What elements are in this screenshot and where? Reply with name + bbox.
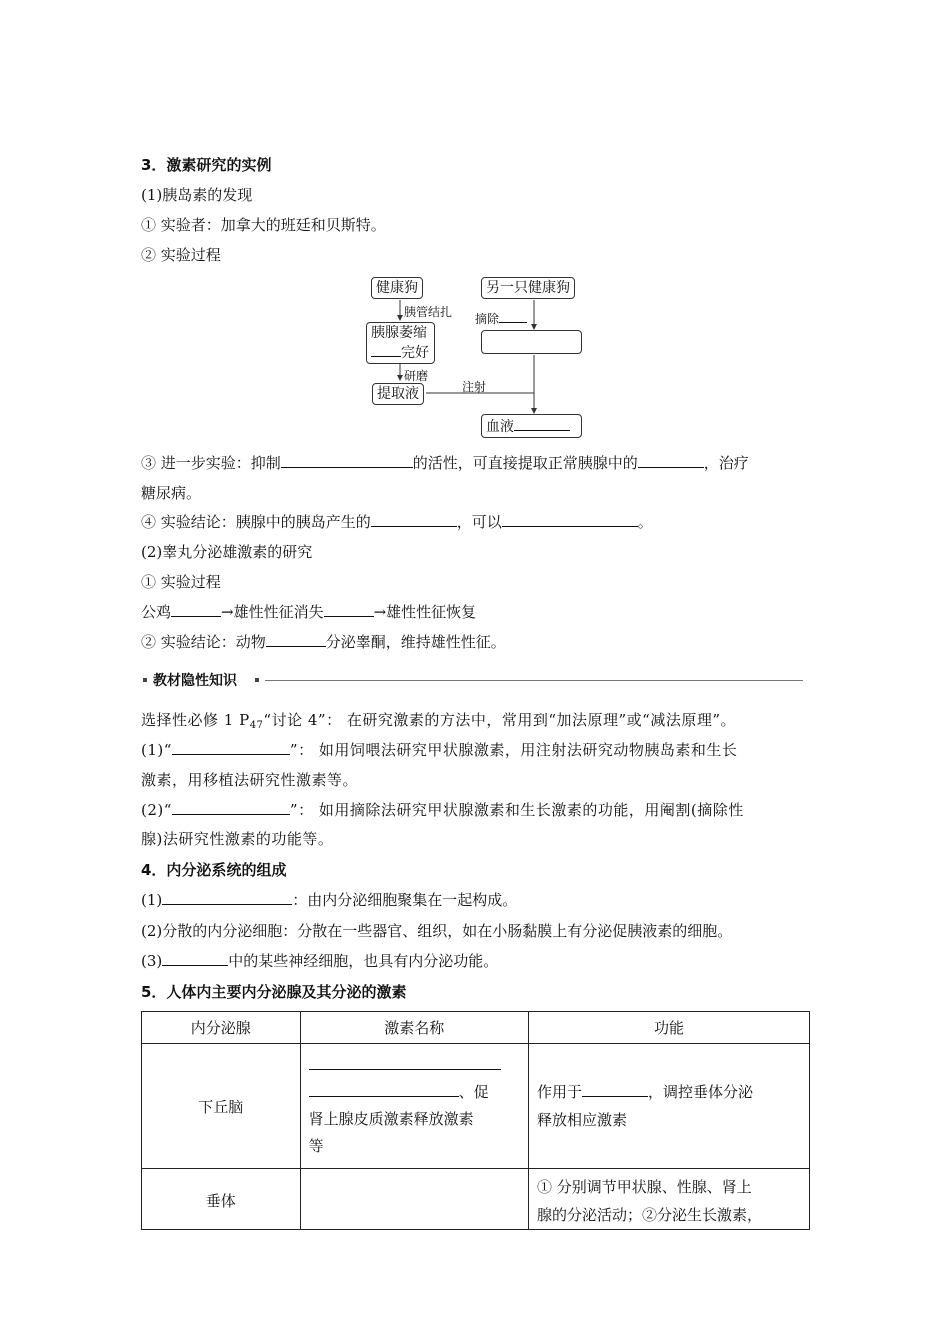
banner-rule [265,680,803,681]
extract-box: 提取液 [372,383,424,405]
insulin-heading: (1)胰岛素的发现 [141,186,253,204]
hidden-line-1: 选择性必修 1 $P_{47}“$讨论 4”： 在研究激素的方法中，常用到“加法原理”或“减法原理”。 [141,711,737,731]
section-4-title: 4．内分泌系统的组成 [141,861,287,879]
hidden-knowledge-banner [141,671,803,689]
cell-gland: 垂体 [142,1169,301,1230]
inject-label: 注射 [462,380,487,394]
remove-label: 摘除 [475,308,527,327]
further-experiment-line: ③ 进一步实验：抑制 的活性，可直接提取正常胰腺中的 ，治疗 [141,454,749,472]
testis-heading: (2)睾丸分泌雄激素的研究 [141,543,313,561]
banner-title: 教材隐性知识 [153,673,237,689]
section-5-title: 5．人体内主要内分泌腺及其分泌的激素 [141,983,407,1001]
hidden-line-5: 腺)法研究性激素的功能等。 [141,830,334,848]
testis-conclusion: ② 实验结论：动物 分泌睾酮，维持雄性性征。 [141,633,506,651]
banner-square-icon [255,678,259,682]
table-header-row [142,1012,810,1044]
another-dog-box: 另一只健康狗 [481,277,575,299]
header-function: 功能 [529,1012,810,1044]
process-heading: ② 实验过程 [141,246,221,264]
blood-box: 血液 [481,414,582,438]
hidden-line-3: 激素，用移植法研究性激素等。 [141,771,359,789]
cell-hormone [300,1169,528,1230]
further-experiment-cont: 糖尿病。 [141,484,202,502]
hidden-line-2: (1)“ ”： 如用饲喂法研究甲状腺激素，用注射法研究动物胰岛素和生长 [141,741,738,759]
s4-line-1: (1) ：由内分泌细胞聚集在一起构成。 [141,891,518,909]
s4-line-3: (3) 中的某些神经细胞，也具有内分泌功能。 [141,952,499,970]
table-row [142,1169,810,1230]
cell-gland: 下丘脑 [142,1044,301,1169]
cell-hormone: 、促 肾上腺皮质激素释放激素 等 [300,1044,528,1169]
cell-function: ① 分别调节甲状腺、性腺、肾上 腺的分泌活动；②分泌生长激素， [529,1169,810,1230]
header-gland: 内分泌腺 [142,1012,301,1044]
atrophy-box: 胰腺萎缩 完好 [366,322,435,364]
banner-square-icon [143,678,147,682]
section-3-title: 3．激素研究的实例 [141,156,272,174]
empty-box [481,330,582,354]
grind-label: 研磨 [404,369,429,383]
conclusion-line: ④ 实验结论：胰腺中的胰岛产生的 ，可以 。 [141,513,653,531]
experimenters-line: ① 实验者：加拿大的班廷和贝斯特。 [141,216,386,234]
healthy-dog-box: 健康狗 [371,277,423,299]
s4-line-2: (2)分散的内分泌细胞：分散在一些器官、组织，如在小肠黏膜上有分泌促胰液素的细胞。 [141,922,733,940]
gland-table [141,1011,810,1230]
testis-process-flow: 公鸡 →雄性性征消失 →雄性性征恢复 [141,603,477,621]
ligate-label: 胰管结扎 [404,305,453,319]
header-hormone: 激素名称 [300,1012,528,1044]
cell-function: 作用于 ，调控垂体分泌 释放相应激素 [529,1044,810,1169]
hidden-line-4: (2)“ ”： 如用摘除法研究甲状腺激素和生长激素的功能，用阉割(摘除性 [141,801,744,819]
testis-process-heading: ① 实验过程 [141,573,221,591]
table-row [142,1044,810,1169]
